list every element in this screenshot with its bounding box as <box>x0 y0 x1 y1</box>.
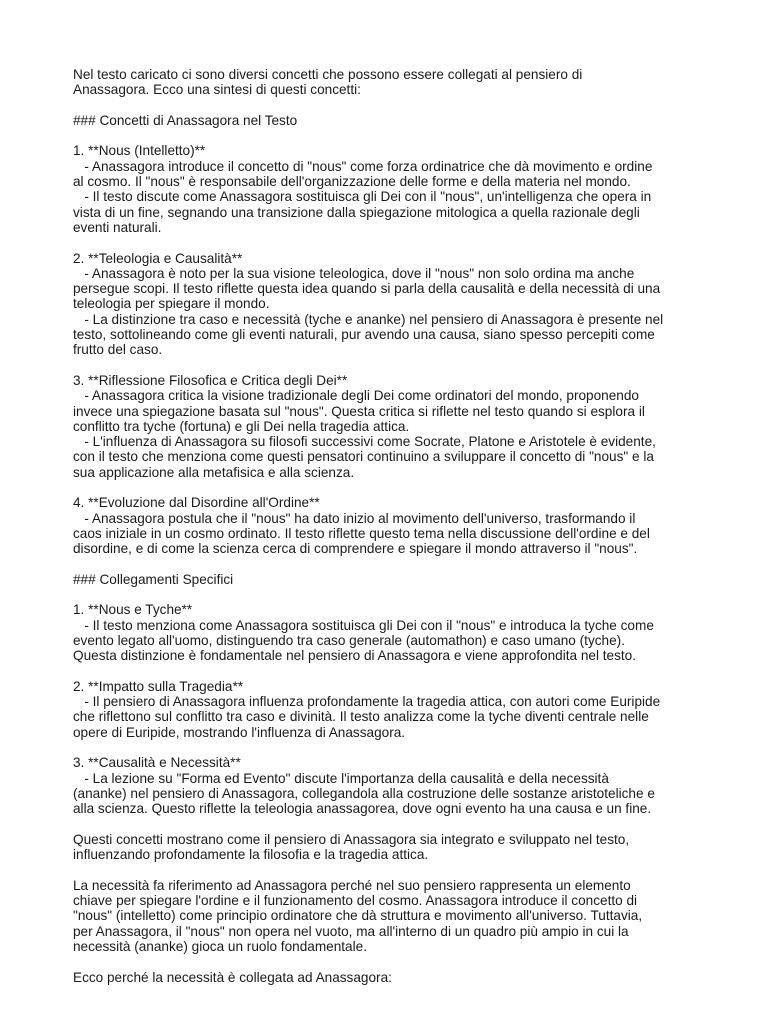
paragraph <box>73 832 728 863</box>
text-line: 2. **Teleologia e Causalità** <box>73 250 243 266</box>
text-line: Questa distinzione è fondamentale nel pensiero di Anassagora e viene approfondita nel testo. <box>73 648 637 664</box>
text-line: - Il testo discute come Anassagora sostituisca gli Dei con il "nous", un'intelligenza che opera in <box>73 189 652 205</box>
paragraph <box>73 970 728 985</box>
text-line: chiave per spiegare l'ordine e il funzionamento del cosmo. Anassagora introduce il concetto di <box>73 893 638 909</box>
text-line: opere di Euripide, mostrando l'influenza di Anassagora. <box>73 724 406 740</box>
text-line: evento legato all'uomo, distinguendo tra caso generale (automathon) e caso umano (tyche). <box>73 632 625 648</box>
paragraph <box>73 679 728 740</box>
text-line: disordine, e di come la scienza cerca di comprendere e spiegare il mondo attraverso il "nous". <box>73 541 638 557</box>
text-line: alla scienza. Questo riflette la teleologia anassagorea, dove ogni evento ha una causa e un fine. <box>73 801 652 817</box>
paragraph <box>73 602 728 663</box>
paragraph <box>73 755 728 816</box>
text-line: - La lezione su "Forma ed Evento" discute l'importanza della causalità e della necessità <box>73 770 609 786</box>
text-line: ### Collegamenti Specifici <box>73 571 234 587</box>
text-line: - Il testo menziona come Anassagora sostituisca gli Dei con il "nous" e introduca la tyche come <box>73 617 654 633</box>
text-line: - L'influenza di Anassagora su filosofi successivi come Socrate, Platone e Aristotele è evidente, <box>73 434 656 450</box>
text-line: "nous" (intelletto) come principio ordinatore che dà struttura e movimento all'universo. Tuttavia, <box>73 908 643 924</box>
paragraph <box>73 251 728 358</box>
paragraph <box>73 572 728 587</box>
paragraph <box>73 878 728 954</box>
text-line: 2. **Impatto sulla Tragedia** <box>73 678 244 694</box>
text-line: per Anassagora, il "nous" non opera nel vuoto, ma all'interno di un quadro più ampio in cui la <box>73 923 629 939</box>
paragraph <box>73 67 728 98</box>
paragraph <box>73 113 728 128</box>
text-line: La necessità fa riferimento ad Anassagora perché nel suo pensiero rappresenta un elemento <box>73 877 631 893</box>
text-line: al cosmo. Il "nous" è responsabile dell'organizzazione delle forme e della materia nel mondo. <box>73 174 631 190</box>
text-line: - Il pensiero di Anassagora influenza profondamente la tragedia attica, con autori come Euripide <box>73 694 661 710</box>
text-line: frutto del caso. <box>73 342 163 358</box>
text-line: sua applicazione alla metafisica e alla scienza. <box>73 464 355 480</box>
text-line: necessità (ananke) gioca un ruolo fondamentale. <box>73 938 367 954</box>
text-line: 4. **Evoluzione dal Disordine all'Ordine** <box>73 495 320 511</box>
text-line: 1. **Nous e Tyche** <box>73 602 193 618</box>
text-line: Ecco perché la necessità è collegata ad Anassagora: <box>73 969 392 985</box>
text-line: teleologia per spiegare il mondo. <box>73 296 270 312</box>
text-line: conflitto tra tyche (fortuna) e gli Dei nella tragedia attica. <box>73 418 410 434</box>
text-line: - Anassagora introduce il concetto di "nous" come forza ordinatrice che dà movimento e ordine <box>73 158 653 174</box>
text-line: 1. **Nous (Intelletto)** <box>73 143 206 159</box>
paragraph <box>73 495 728 556</box>
text-line: ### Concetti di Anassagora nel Testo <box>73 112 298 128</box>
text-line: Anassagora. Ecco una sintesi di questi concetti: <box>73 82 361 98</box>
text-line: che riflettono sul conflitto tra caso e divinità. Il testo analizza come la tyche diventi centrale nelle <box>73 709 649 725</box>
text-line: 3. **Causalità e Necessità** <box>73 755 241 771</box>
text-line: - La distinzione tra caso e necessità (tyche e ananke) nel pensiero di Anassagora è presente nel <box>73 311 664 327</box>
text-line: testo, sottolineando come gli eventi naturali, pur avendo una causa, siano spesso percepiti come <box>73 327 655 343</box>
text-line: persegue scopi. Il testo riflette questa idea quando si parla della causalità e della necessità di una <box>73 281 661 297</box>
paragraph <box>73 373 728 480</box>
text-line: invece una spiegazione basata sul "nous". Questa critica si riflette nel testo quando si esplora il <box>73 403 645 419</box>
text-line: (ananke) nel pensiero di Anassagora, collegandola alla costruzione delle sostanze aristoteliche e <box>73 785 655 801</box>
text-line: eventi naturali. <box>73 219 162 235</box>
text-line: vista di un fine, segnando una transizione dalla spiegazione mitologica a quella razionale degli <box>73 204 640 220</box>
text-line: influenzando profondamente la filosofia e la tragedia attica. <box>73 847 429 863</box>
text-line: - Anassagora critica la visione tradizionale degli Dei come ordinatori del mondo, proponendo <box>73 388 639 404</box>
text-line: 3. **Riflessione Filosofica e Critica degli Dei** <box>73 372 348 388</box>
text-line: caos iniziale in un cosmo ordinato. Il testo riflette questo tema nella discussione dell'ordine e del <box>73 525 650 541</box>
text-line: con il testo che menziona come questi pensatori continuino a sviluppare il concetto di "nous" e la <box>73 449 654 465</box>
text-line: - Anassagora è noto per la sua visione teleologica, dove il "nous" non solo ordina ma anche <box>73 265 635 281</box>
text-line: - Anassagora postula che il "nous" ha dato inizio al movimento dell'universo, trasformando il <box>73 510 636 526</box>
text-line: Questi concetti mostrano come il pensiero di Anassagora sia integrato e sviluppato nel testo, <box>73 831 630 847</box>
text-line: Nel testo caricato ci sono diversi concetti che possono essere collegati al pensiero di <box>73 67 583 82</box>
paragraph <box>73 143 728 235</box>
